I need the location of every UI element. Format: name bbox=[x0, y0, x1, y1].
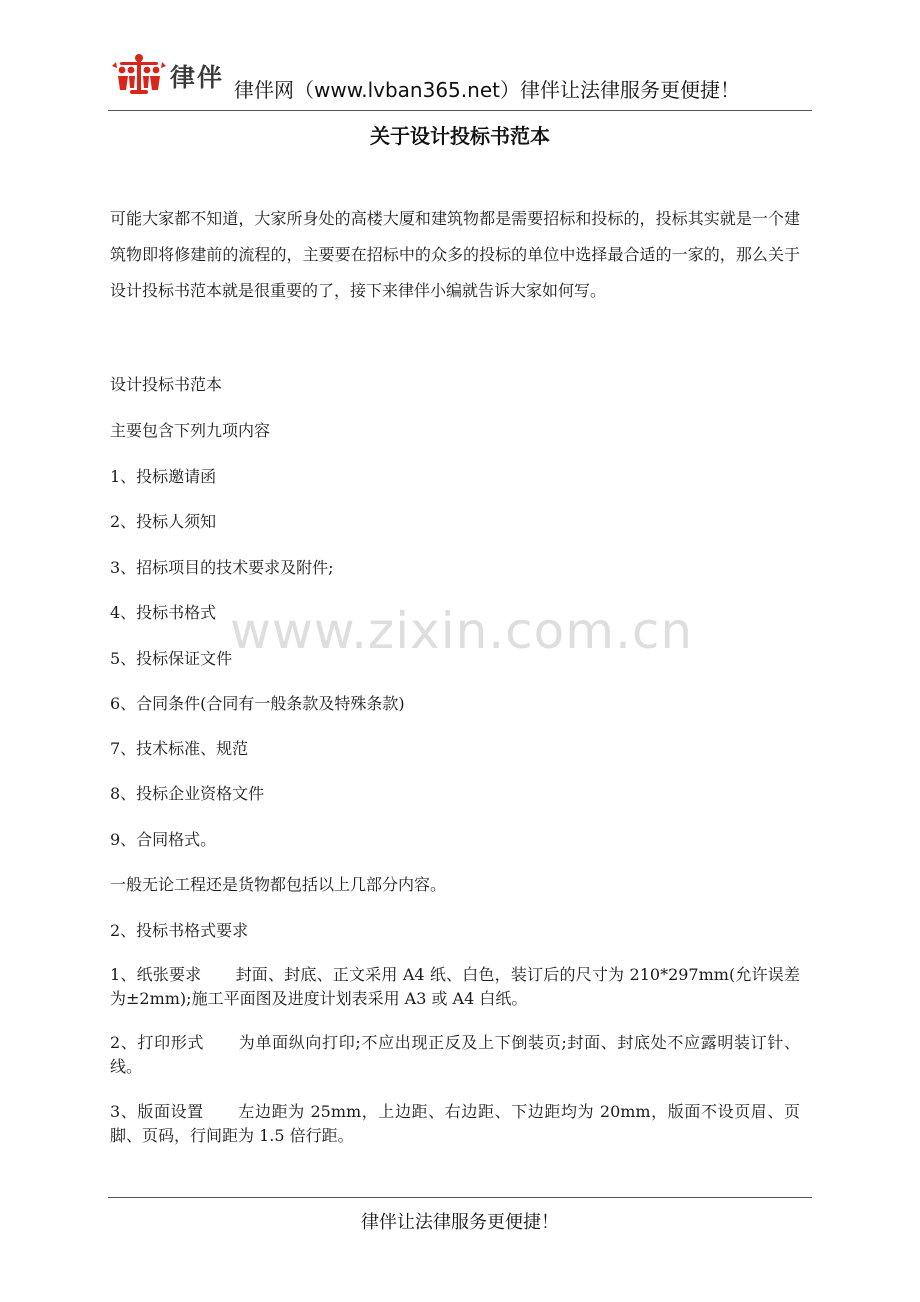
requirement-item bbox=[110, 1031, 800, 1079]
requirement-label: 3、版面设置 bbox=[110, 1102, 204, 1121]
watermark: www.zixin.com.cn bbox=[230, 602, 694, 660]
list-item: 7、技术标准、规范 bbox=[110, 739, 249, 758]
logo-wordmark: 律伴 bbox=[170, 63, 225, 92]
list-item: 3、招标项目的技术要求及附件; bbox=[110, 558, 334, 577]
requirement-label: 1、纸张要求 bbox=[110, 965, 202, 984]
list-item: 4、投标书格式 bbox=[110, 603, 217, 622]
list-item: 2、投标人须知 bbox=[110, 512, 217, 531]
list-item: 6、合同条件(合同有一般条款及特殊条款) bbox=[110, 694, 405, 713]
requirement-text: 为单面纵向打印;不应出现正反及上下倒装页;封面、封底处不应露明装订针、线。 bbox=[110, 1033, 800, 1076]
requirement-item bbox=[110, 1100, 800, 1148]
list-item: 9、合同格式。 bbox=[110, 830, 217, 849]
intro-paragraph: 可能大家都不知道，大家所身处的高楼大厦和建筑物都是需要招标和投标的，投标其实就是一个建筑物即将修建前的流程的，主要要在招标中的众多的投标的单位中选择最合适的一家的，那么关于设计投标书范本就是很重要的了，接下来律伴小编就告诉大家如何写。 bbox=[110, 209, 800, 300]
lead-text: 主要包含下列九项内容 bbox=[110, 421, 271, 440]
document-title: 关于设计投标书范本 bbox=[370, 124, 550, 148]
list-item: 5、投标保证文件 bbox=[110, 649, 233, 668]
page-footer: 律伴让法律服务更便捷！ bbox=[361, 1212, 559, 1233]
list-item: 1、投标邀请函 bbox=[110, 467, 217, 486]
summary-text: 一般无论工程还是货物都包括以上几部分内容。 bbox=[110, 875, 447, 894]
scales-of-justice-icon bbox=[112, 54, 166, 96]
lvban-logo[interactable] bbox=[112, 54, 234, 96]
header-divider bbox=[108, 110, 812, 111]
section-heading: 2、投标书格式要求 bbox=[110, 921, 249, 940]
footer-divider bbox=[108, 1197, 812, 1198]
list-item: 8、投标企业资格文件 bbox=[110, 784, 265, 803]
subtitle: 设计投标书范本 bbox=[110, 375, 223, 394]
requirement-text: 封面、封底、正文采用 A4 纸、白色，装订后的尺寸为 210*297mm(允许误差为±2mm);施工平面图及进度计划表采用 A3 或 A4 白纸。 bbox=[110, 965, 800, 1008]
page-header bbox=[108, 48, 812, 112]
requirement-label: 2、打印形式 bbox=[110, 1033, 205, 1052]
header-tagline: 律伴网（www.lvban365.net）律伴让法律服务更便捷！ bbox=[234, 78, 740, 102]
requirement-item bbox=[110, 963, 800, 1011]
requirement-text: 左边距为 25mm，上边距、右边距、下边距均为 20mm，版面不设页眉、页脚、页码，行间距为 1.5 倍行距。 bbox=[110, 1102, 800, 1145]
